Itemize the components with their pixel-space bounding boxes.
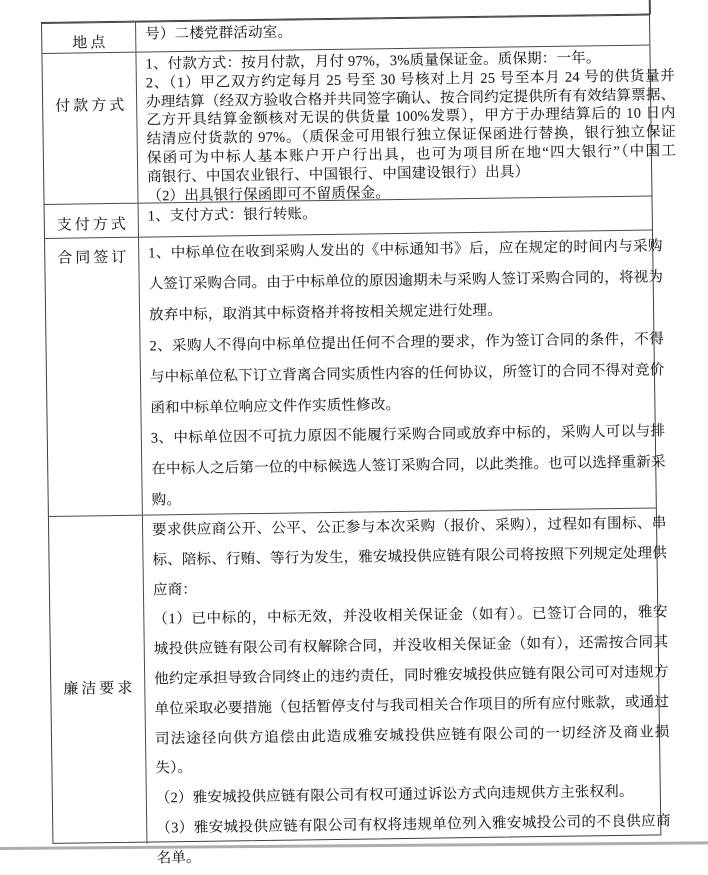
text-line: 保函可为中标人基本账户开户行出具，也可为项目所在地“四大银行”（中国工 (146, 143, 677, 167)
row-label-payment-method (45, 204, 139, 238)
row-label-text: 廉洁要求 (63, 680, 136, 698)
text-line: 单位采取必要措施（包括暂停支付与我司相关合作项目的所有应付账款，或通过 (154, 694, 670, 718)
text-line: 号）二楼党群活动室。 (145, 24, 293, 43)
text-line: 商银行、中国农业银行、中国银行、中国建设银行）出具） (147, 163, 530, 186)
text-line: 在中标人之后第一位的中标候选人签订采购合同，以此类推。也可以选择重新采 (151, 454, 666, 478)
text-line: 2、采购人不得向中标单位提出任何不合理的要求，作为签订合同的条件，不得 (149, 331, 665, 355)
text-line: （1）已中标的，中标无效，并没收相关保证金（如有）。已签订合同的，雅安 (153, 604, 668, 628)
text-line: 司法途径向供方追偿由此造成雅安城投供应链有限公司的一切经济及商业损失）。 (154, 723, 670, 777)
row-label-text: 支付方式 (56, 216, 129, 234)
text-line: 1、中标单位在收到采购人发出的《中标通知书》后，应在规定的时间内与采购 (148, 238, 663, 262)
text-line: （2）雅安城投供应链有限公司有权可通过诉讼方式向违规供方主张权利。 (155, 783, 634, 807)
text-line: 标、陪标、行贿、等行为发生，雅安城投供应链有限公司将按照下列规定处理供 (152, 545, 668, 569)
text-line: 他约定承担导致合同终止的违约责任，同时雅安城投供应链有限公司可对违规方 (154, 664, 669, 688)
text-line: 要求供应商公开、公平、公正参与本次采购（报价、采购），过程如有围标、串 (151, 515, 667, 539)
row-label-integrity-requirements (49, 516, 148, 845)
text-line: 1、付款方式：按月付款，月付 97%，3%质量保证金。质保期：一年。 (145, 50, 601, 73)
text-line: 1、支付方式：银行转账。 (147, 206, 317, 225)
row-label-text: 地点 (72, 35, 109, 52)
terms-table (41, 13, 677, 867)
text-line: （2）出具银行保函即可不留质保金。 (147, 184, 391, 205)
text-line: （3）雅安城投供应链有限公司有权将违规单位列入雅安城投公司的不良供应商 (156, 813, 671, 837)
row-label-text: 合同签订 (57, 249, 130, 267)
text-line: 放弃中标，取消其中标资格并将按相关规定进行处理。 (148, 302, 502, 324)
table-row-payment-terms (42, 45, 677, 205)
text-line: 函和中标单位响应文件作实质性修改。 (150, 396, 401, 417)
row-content-integrity-requirements (143, 508, 678, 867)
row-label-payment-terms (42, 53, 138, 204)
text-line: 与中标单位私下订立背离合同实质性内容的任何协议，所签订的合同不得对竞价 (149, 361, 665, 386)
row-content-contract-signing (139, 230, 673, 514)
text-line: 乙方开具结算金额核对无误的供货量 100%发票），甲方于办理结算后的 10 日内 (146, 105, 676, 129)
text-line: 城投供应链有限公司有权解除合同，并没收相关保证金（如有），还需按合同其 (153, 634, 669, 658)
row-content-payment-terms (136, 45, 683, 203)
row-label-text: 付款方式 (55, 97, 128, 115)
text-line: 应商： (152, 581, 198, 599)
text-line: 3、中标单位因不可抗力原因不能履行采购合同或放弃中标的，采购人可以与排 (150, 423, 666, 447)
table-remnant-border (649, 0, 651, 15)
text-line: 结清应付货款的 97%。（质保金可用银行独立保证保函进行替换，银行独立保证 (146, 124, 676, 148)
row-label-contract-signing (45, 238, 143, 516)
text-line: 名单。 (156, 849, 201, 867)
text-line: 人签订采购合同。由于中标单位的原因逾期未与采购人签订采购合同的，将视为 (148, 269, 664, 293)
table-row-integrity-requirements (49, 507, 671, 867)
table-row-contract-signing (45, 229, 666, 515)
text-line: 购。 (151, 492, 182, 509)
text-line: 办理结算（经双方验收合格并共同签字确认、按合同约定提供所有有效结算票据、 (146, 86, 676, 111)
text-line: 2、（1）甲乙双方约定每月 25 号至 30 号核对上月 25 号至本月 24 号的供货量并 (145, 67, 676, 92)
row-label-location (42, 23, 136, 53)
